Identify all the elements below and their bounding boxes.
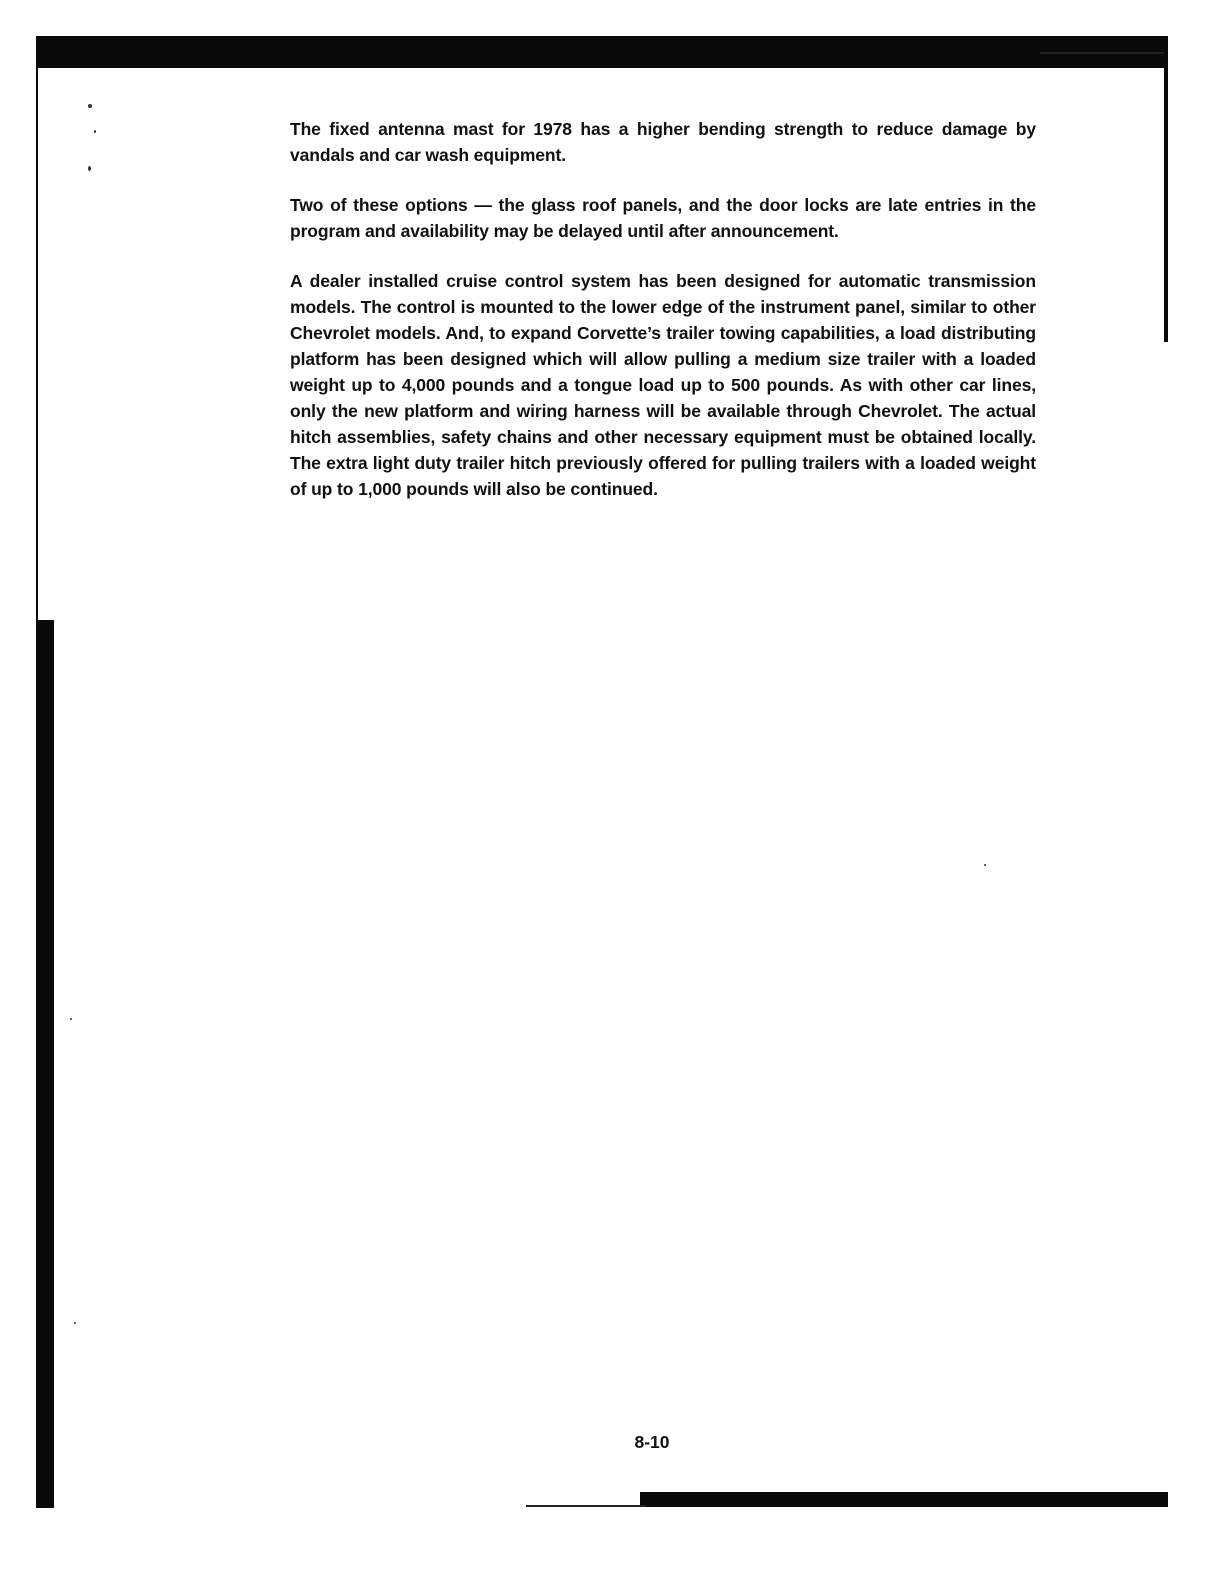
scan-speck — [94, 130, 96, 133]
scan-speck — [88, 166, 91, 171]
paragraph-cruise-trailer: A dealer installed cruise control system has been designed for automatic transmission models. The control is mounted to the lower edge of the instrument panel, similar to other Chevrolet models. And, to expand Corvette’s trailer towing capabilities, a load distributing platform has been designed which will allow pulling a medium size trailer with a loaded weight up to 4,000 pounds and a tongue load up to 500 pounds. As with other car lines, only the new platform and wiring harness will be available through Chevrolet. The actual hitch assemblies, safety chains and other necessary equipment must be obtained locally. The extra light duty trailer hitch previously offered for pulling trailers with a loaded weight of up to 1,000 pounds will also be continued. — [290, 271, 1036, 499]
scan-border-right — [1164, 36, 1168, 342]
scan-speck — [74, 1322, 76, 1324]
scan-speck — [88, 104, 92, 108]
scan-border-top — [36, 36, 1168, 68]
scan-rule-bottom — [526, 1505, 646, 1507]
scan-border-bottom — [640, 1492, 1168, 1507]
scan-speck — [984, 864, 986, 866]
scan-border-left — [36, 620, 54, 1508]
page-number: 8-10 — [634, 1432, 670, 1452]
scan-border-left-thin — [36, 68, 38, 628]
paragraph-antenna: The fixed antenna mast for 1978 has a higher bending strength to reduce damage by vandals and car wash equipment. — [290, 119, 1036, 165]
document-body — [290, 116, 1036, 526]
scan-rule-top — [1040, 52, 1168, 54]
paragraph-options: Two of these options — the glass roof panels, and the door locks are late entries in the program and availability may be delayed until after announcement. — [290, 195, 1036, 241]
scan-speck — [70, 1018, 72, 1020]
